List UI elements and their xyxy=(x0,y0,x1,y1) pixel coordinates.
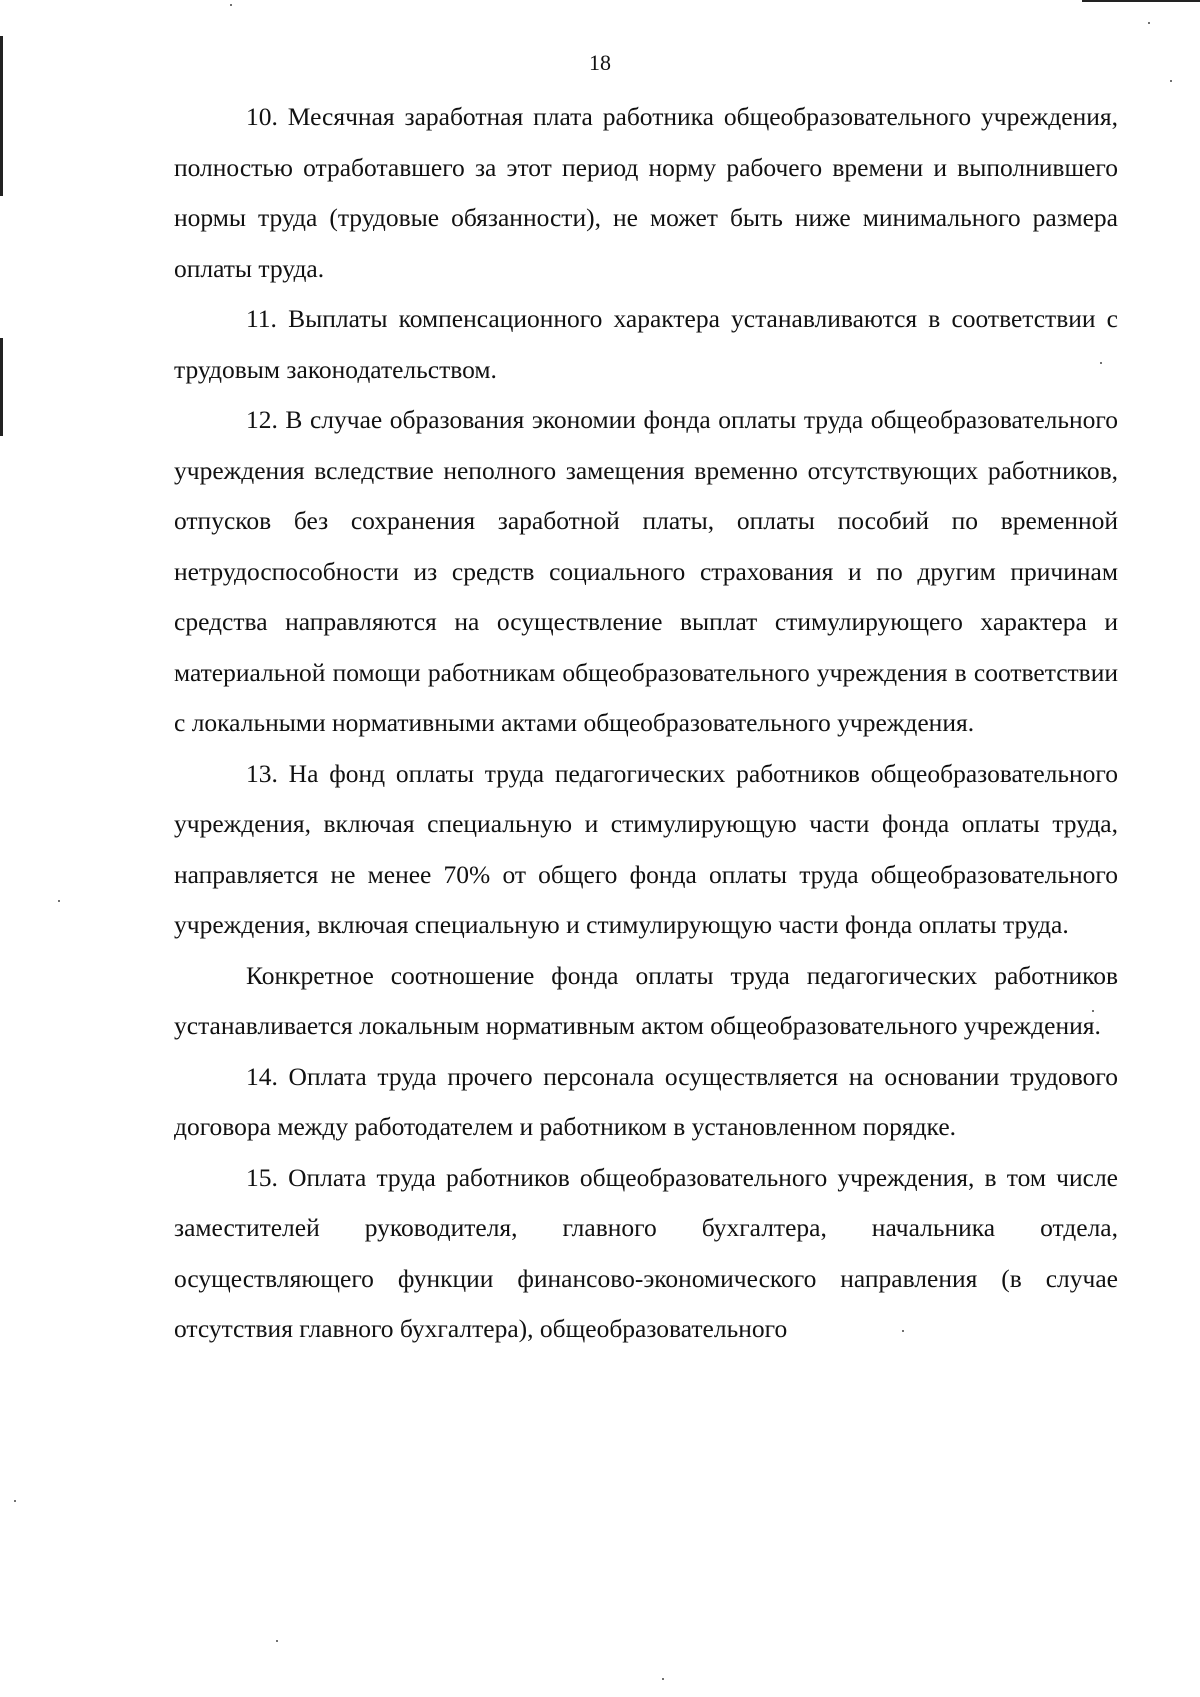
paragraph-11: 11. Выплаты компенсационного характера устанавливаются в соответствии с трудовым законодательством. xyxy=(174,304,1118,384)
scan-speck xyxy=(14,1500,16,1502)
paragraph-13: 13. На фонд оплаты труда педагогических работников общеобразовательного учреждения, включая специальную и стимулирующую части фонда оплаты труда, направляется не менее 70% от общего фонда оплаты труда общеобразовательного учреждения, включая специальную и стимулирующую части фонда оплаты труда. xyxy=(174,758,1118,939)
paragraph-15: 15. Оплата труда работников общеобразовательного учреждения, в том числе заместителей руководителя, главного бухгалтера, начальника отдела, осуществляющего функции финансово-экономического направления (в случае отсутствия главного бухгалтера), общеобразовательного xyxy=(174,1162,1118,1343)
page-number: 18 xyxy=(589,50,611,75)
paragraph-10: 10. Месячная заработная плата работника общеобразовательного учреждения, полностью отработавшего за этот период норму рабочего времени и выполнившего нормы труда (трудовые обязанности), не может быть ниже минимального размера оплаты труда. xyxy=(174,102,1118,283)
scan-speck xyxy=(1170,80,1172,82)
paragraph-13-ratio: Конкретное соотношение фонда оплаты труда педагогических работников устанавливается локальным нормативным актом общеобразовательного учреждения. xyxy=(174,960,1118,1040)
scan-edge-mark xyxy=(0,338,3,436)
scan-speck xyxy=(230,4,232,6)
scan-speck xyxy=(58,900,60,902)
scan-speck xyxy=(276,1640,278,1642)
scan-speck xyxy=(662,1678,664,1680)
scan-speck xyxy=(1148,22,1150,24)
document-body xyxy=(174,92,1118,1355)
paragraph-12: 12. В случае образования экономии фонда оплаты труда общеобразовательного учреждения вследствие неполного замещения временно отсутствующих работников, отпусков без сохранения заработной платы, оплаты пособий по временной нетрудоспособности из средств социального страхования и по другим причинам средства направляются на осуществление выплат стимулирующего характера и материальной помощи работникам общеобразовательного учреждения в соответствии с локальными нормативными актами общеобразовательного учреждения. xyxy=(174,405,1118,737)
scan-edge-mark xyxy=(1082,0,1200,2)
paragraph-14: 14. Оплата труда прочего персонала осуществляется на основании трудового договора между работодателем и работником в установленном порядке. xyxy=(174,1061,1118,1141)
